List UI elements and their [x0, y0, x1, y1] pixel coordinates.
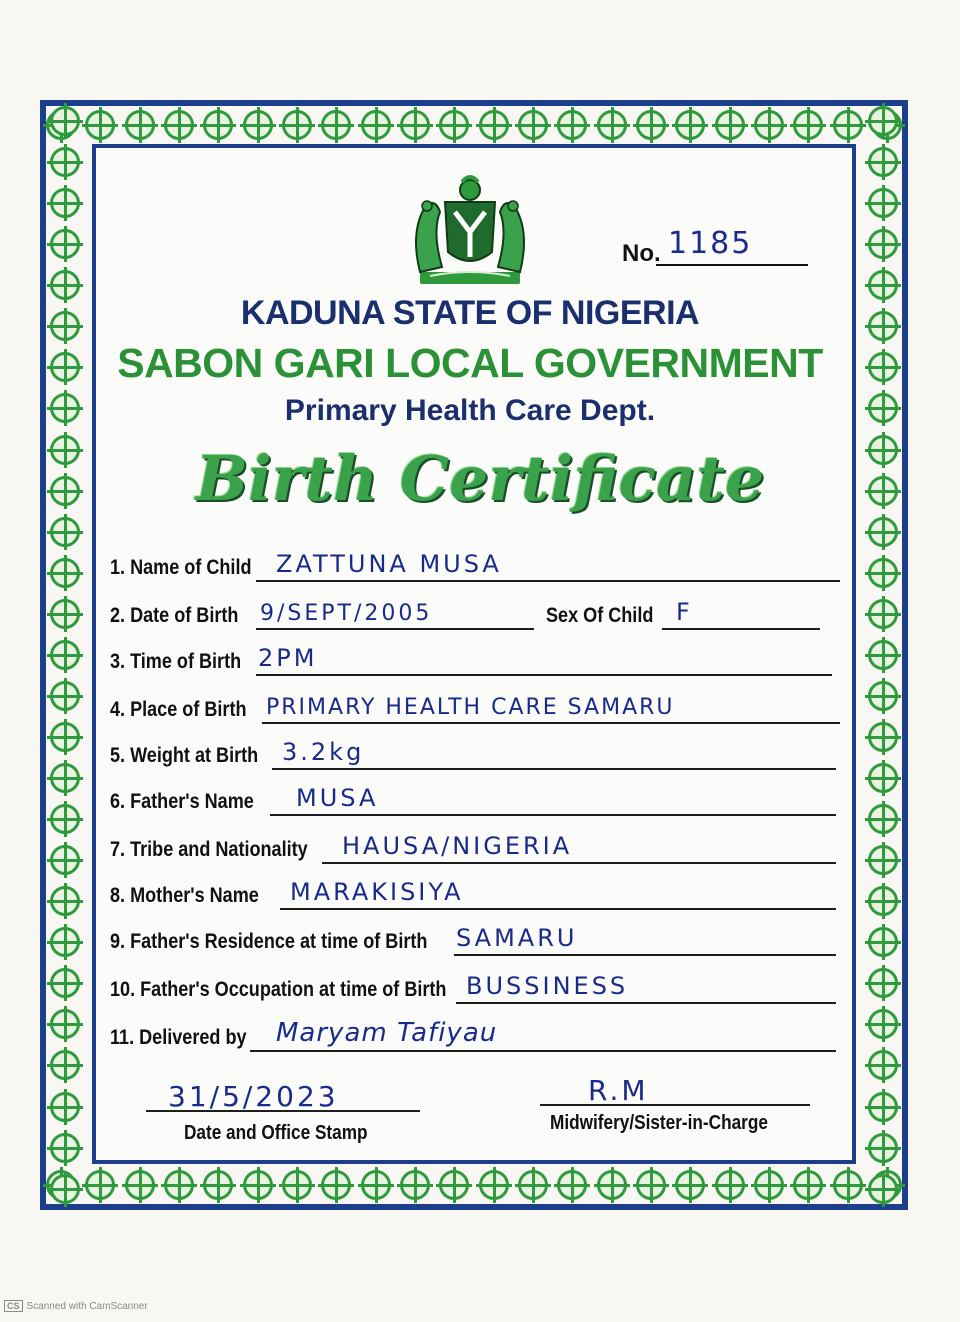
- border-ornament-icon: [868, 1092, 898, 1122]
- border-ornament-icon: [50, 1009, 80, 1039]
- field-row-name-of-child: [110, 544, 830, 584]
- border-ornament-icon: [636, 110, 666, 140]
- border-ornament-icon: [793, 110, 823, 140]
- border-ornament-icon: [597, 1170, 627, 1200]
- border-ornament-icon: [50, 640, 80, 670]
- border-ornament-icon: [50, 599, 80, 629]
- border-ornament-icon: [868, 1009, 898, 1039]
- field-value: MARAKISIYA: [290, 878, 464, 906]
- border-ornament-icon: [50, 106, 80, 136]
- border-ornament-icon: [518, 110, 548, 140]
- border-ornament-icon: [50, 968, 80, 998]
- field-value: SAMARU: [456, 924, 578, 952]
- border-ornament-icon: [868, 845, 898, 875]
- field-value: MUSA: [296, 784, 379, 812]
- field-row-fathers-name: [110, 778, 830, 818]
- signature-value: R.M: [588, 1074, 649, 1107]
- field-label: 10. Father's Occupation at time of Birth: [110, 978, 447, 1001]
- border-ornament-icon: [282, 110, 312, 140]
- field-value: BUSSINESS: [466, 972, 629, 1000]
- border-ornament-icon: [400, 110, 430, 140]
- certificate-number-line: [656, 264, 808, 266]
- date-stamp-line: [146, 1110, 420, 1112]
- border-ornament-icon: [400, 1170, 430, 1200]
- border-ornament-icon: [50, 558, 80, 588]
- border-ornament-icon: [50, 1092, 80, 1122]
- certificate-number-value: 1185: [668, 226, 753, 261]
- border-ornament-icon: [754, 1170, 784, 1200]
- field-value: PRIMARY HEALTH CARE SAMARU: [266, 695, 675, 720]
- border-ornament-icon: [868, 722, 898, 752]
- border-ornament-icon: [243, 110, 273, 140]
- border-ornament-icon: [50, 229, 80, 259]
- border-ornament-icon: [50, 722, 80, 752]
- field-value: 9/SEPT/2005: [260, 601, 433, 626]
- field-value: 2PM: [258, 644, 318, 672]
- border-ornament-icon: [85, 110, 115, 140]
- border-ornament-icon: [833, 1170, 863, 1200]
- field-row-mothers-name: [110, 872, 830, 912]
- border-ornament-icon: [50, 681, 80, 711]
- field-label: 8. Mother's Name: [110, 884, 259, 907]
- border-ornament-icon: [597, 110, 627, 140]
- border-ornament-icon: [50, 845, 80, 875]
- border-ornament-icon: [50, 1174, 80, 1204]
- border-ornament-icon: [361, 110, 391, 140]
- field-row-fathers-occupation: [110, 966, 830, 1006]
- border-ornament-icon: [50, 188, 80, 218]
- field-value: ZATTUNA MUSA: [276, 550, 502, 578]
- border-ornament-icon: [439, 1170, 469, 1200]
- border-ornament-icon: [243, 1170, 273, 1200]
- scanner-badge: CS: [4, 1300, 23, 1312]
- border-ornament-icon: [361, 1170, 391, 1200]
- border-ornament-icon: [125, 110, 155, 140]
- border-ornament-icon: [85, 1170, 115, 1200]
- border-ornament-icon: [50, 147, 80, 177]
- field-value: HAUSA/NIGERIA: [342, 832, 573, 860]
- border-ornament-icon: [868, 599, 898, 629]
- border-ornament-icon: [868, 1050, 898, 1080]
- date-stamp-label: Date and Office Stamp: [184, 1122, 368, 1144]
- border-ornament-icon: [50, 1133, 80, 1163]
- border-ornament-icon: [868, 1174, 898, 1204]
- scanner-text: Scanned with CamScanner: [26, 1300, 148, 1312]
- field-label: 3. Time of Birth: [110, 650, 242, 673]
- border-ornament-icon: [203, 110, 233, 140]
- border-ornament-icon: [833, 110, 863, 140]
- sex-label: Sex Of Child: [546, 604, 654, 627]
- border-ornament-icon: [675, 1170, 705, 1200]
- border-ornament-icon: [868, 1133, 898, 1163]
- field-row-date-of-birth: [110, 592, 830, 632]
- date-stamp-value: 31/5/2023: [168, 1080, 339, 1113]
- border-ornament-icon: [754, 110, 784, 140]
- border-ornament-icon: [868, 681, 898, 711]
- border-ornament-icon: [50, 1050, 80, 1080]
- border-ornament-icon: [557, 1170, 587, 1200]
- border-ornament-icon: [868, 558, 898, 588]
- border-ornament-icon: [321, 110, 351, 140]
- signature-line: [540, 1104, 810, 1106]
- border-ornament-icon: [868, 968, 898, 998]
- field-row-fathers-residence: [110, 918, 830, 958]
- field-label: 4. Place of Birth: [110, 698, 247, 721]
- state-heading: KADUNA STATE OF NIGERIA: [240, 294, 700, 332]
- scanner-watermark: [4, 1300, 148, 1312]
- border-ornament-icon: [715, 1170, 745, 1200]
- border-ornament-icon: [479, 110, 509, 140]
- field-row-tribe-nationality: [110, 826, 830, 866]
- border-ornament-icon: [868, 188, 898, 218]
- coat-of-arms-icon: [400, 172, 540, 290]
- field-row-time-of-birth: [110, 638, 830, 678]
- field-label: 9. Father's Residence at time of Birth: [110, 930, 428, 953]
- border-ornament-icon: [518, 1170, 548, 1200]
- certificate-number-label: No.: [622, 240, 661, 267]
- border-ornament-icon: [439, 110, 469, 140]
- border-ornament-icon: [164, 1170, 194, 1200]
- border-ornament-icon: [164, 110, 194, 140]
- document-title: Birth Certificate: [195, 442, 765, 515]
- border-ornament-icon: [203, 1170, 233, 1200]
- border-ornament-icon: [868, 640, 898, 670]
- border-ornament-icon: [50, 886, 80, 916]
- local-government-heading: SABON GARI LOCAL GOVERNMENT: [117, 340, 823, 386]
- border-ornament-icon: [868, 517, 898, 547]
- field-value: 3.2kg: [282, 738, 365, 766]
- border-ornament-icon: [636, 1170, 666, 1200]
- border-ornament-icon: [50, 763, 80, 793]
- border-ornament-icon: [868, 886, 898, 916]
- field-label: 11. Delivered by: [110, 1026, 247, 1049]
- border-ornament-icon: [715, 110, 745, 140]
- field-label: 2. Date of Birth: [110, 604, 239, 627]
- signature-label: Midwifery/Sister-in-Charge: [550, 1112, 768, 1134]
- border-ornament-icon: [675, 110, 705, 140]
- field-label: 7. Tribe and Nationality: [110, 838, 308, 861]
- border-ornament-icon: [479, 1170, 509, 1200]
- field-row-weight-at-birth: [110, 732, 830, 772]
- border-ornament-icon: [125, 1170, 155, 1200]
- border-ornament-icon: [868, 763, 898, 793]
- border-ornament-icon: [868, 927, 898, 957]
- field-label: 6. Father's Name: [110, 790, 254, 813]
- field-row-delivered-by: [110, 1014, 830, 1054]
- border-ornament-icon: [868, 106, 898, 136]
- border-ornament-icon: [321, 1170, 351, 1200]
- border-ornament-icon: [868, 229, 898, 259]
- sex-value: F: [676, 598, 693, 626]
- border-ornament-icon: [557, 110, 587, 140]
- border-ornament-icon: [868, 804, 898, 834]
- border-ornament-icon: [282, 1170, 312, 1200]
- border-ornament-icon: [50, 517, 80, 547]
- field-row-place-of-birth: [110, 686, 830, 726]
- border-ornament-icon: [50, 927, 80, 957]
- field-label: 5. Weight at Birth: [110, 744, 259, 767]
- field-value: Maryam Tafiyau: [276, 1018, 498, 1048]
- field-label: 1. Name of Child: [110, 556, 252, 579]
- border-ornament-icon: [793, 1170, 823, 1200]
- border-ornament-icon: [868, 147, 898, 177]
- department-heading: Primary Health Care Dept.: [284, 394, 656, 427]
- border-ornament-icon: [50, 804, 80, 834]
